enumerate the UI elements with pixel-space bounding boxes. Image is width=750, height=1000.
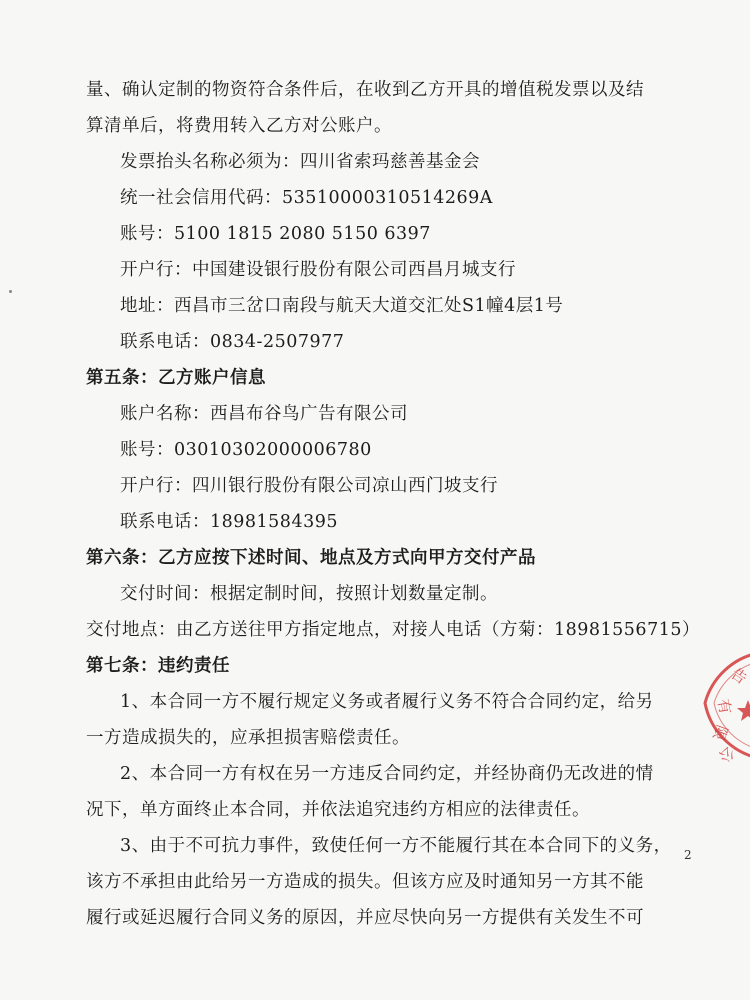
- text-line: 开户行：中国建设银行股份有限公司西昌月城支行: [120, 260, 516, 280]
- section-heading: 第六条：乙方应按下述时间、地点及方式向甲方交付产品: [86, 548, 536, 568]
- text-line: 开户行：四川银行股份有限公司凉山西门坡支行: [120, 476, 498, 496]
- company-seal-stamp: [700, 648, 750, 767]
- text-line: 账号：5100 1815 2080 5150 6397: [120, 224, 431, 244]
- text-line: 1、本合同一方不履行规定义务或者履行义务不符合合同约定，给另: [120, 692, 654, 712]
- text-line: 况下，单方面终止本合同，并依法追究违约方相应的法律责任。: [86, 800, 590, 820]
- page-number: 2: [684, 848, 692, 862]
- text-line: 量、确认定制的物资符合条件后，在收到乙方开具的增值税发票以及结: [86, 80, 644, 100]
- text-line: 2、本合同一方有权在另一方违反合同约定，并经协商仍无改进的情: [120, 764, 654, 784]
- section-heading: 第五条：乙方账户信息: [86, 368, 266, 388]
- text-line: 地址：西昌市三岔口南段与航天大道交汇处S1幢4层1号: [120, 296, 564, 316]
- text-line: 交付时间：根据定制时间，按照计划数量定制。: [120, 584, 498, 604]
- section-heading: 第七条：违约责任: [86, 656, 230, 676]
- text-line: 联系电话：0834-2507977: [120, 332, 345, 352]
- svg-text:有: 有: [714, 697, 735, 716]
- svg-text:公: 公: [715, 742, 739, 767]
- text-line: 3、由于不可抗力事件，致使任何一方不能履行其在本合同下的义务，: [120, 836, 672, 856]
- text-line: 联系电话：18981584395: [120, 512, 338, 532]
- svg-text:限: 限: [709, 722, 732, 743]
- text-line: 履行或延迟履行合同义务的原因，并应尽快向另一方提供有关发生不可: [86, 908, 644, 928]
- scan-mark: [9, 290, 12, 293]
- text-line: 账号：03010302000006780: [120, 440, 372, 460]
- text-line: 一方造成损失的，应承担损害赔偿责任。: [86, 728, 410, 748]
- text-line: 算清单后，将费用转入乙方对公账户。: [86, 116, 392, 136]
- text-line: 交付地点：由乙方送往甲方指定地点，对接人电话（方菊：18981556715）: [86, 620, 700, 640]
- text-line: 发票抬头名称必须为：四川省索玛慈善基金会: [120, 152, 480, 172]
- text-line: 账户名称：西昌布谷鸟广告有限公司: [120, 404, 408, 424]
- svg-text:告: 告: [727, 664, 750, 688]
- text-line: 统一社会信用代码：53510000310514269A: [120, 188, 493, 208]
- text-line: 该方不承担由此给另一方造成的损失。但该方应及时通知另一方其不能: [86, 872, 644, 892]
